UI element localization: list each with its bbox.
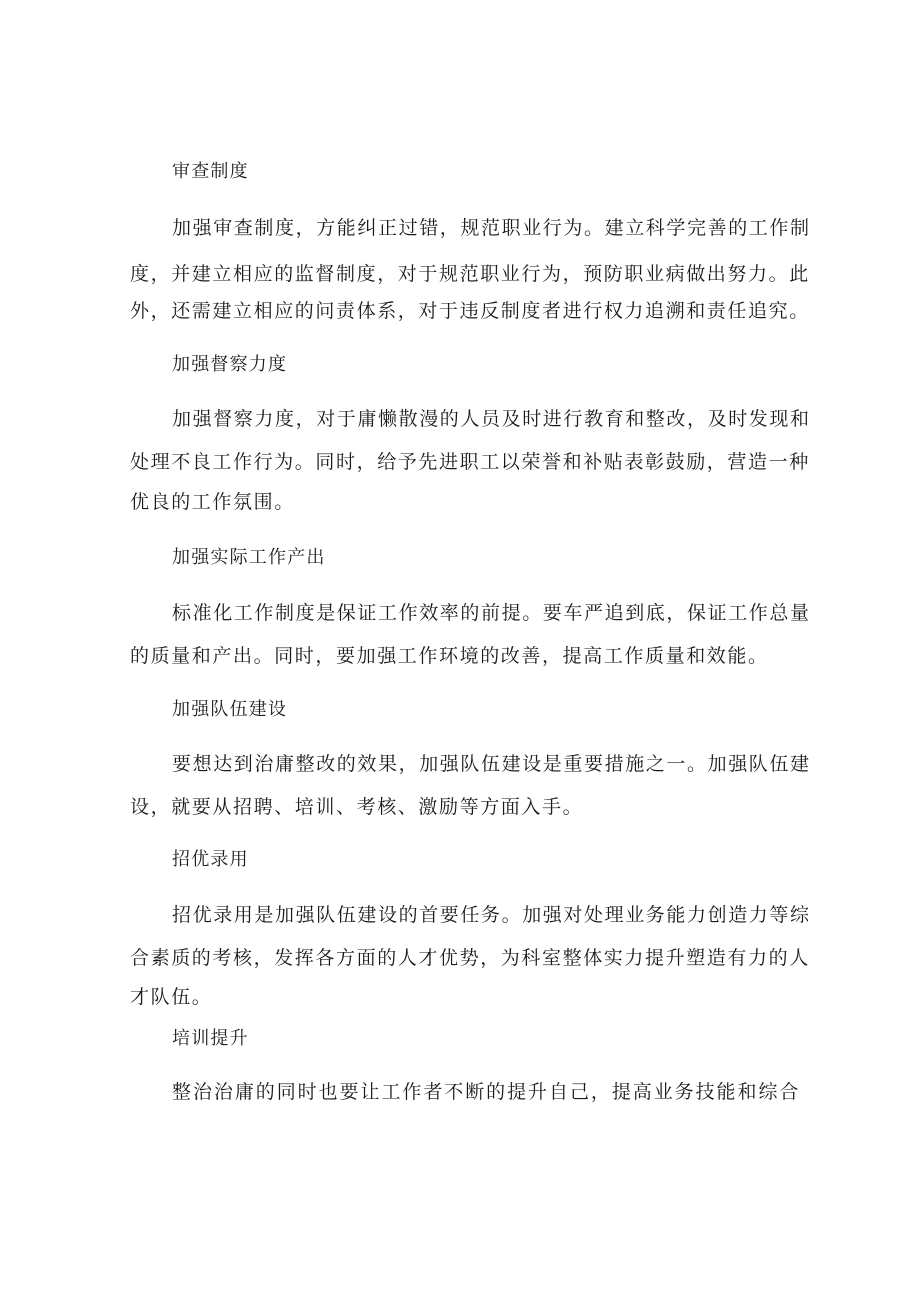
- paragraph-line: 要想达到治庸整改的效果，加强队伍建设是重要措施之一。加强队伍建: [172, 753, 811, 775]
- paragraph-line: 度，并建立相应的监督制度，对于规范职业行为，预防职业病做出努力。此: [130, 263, 810, 285]
- paragraph-line: 整治治庸的同时也要让工作者不断的提升自己，提高业务技能和综合: [172, 1081, 800, 1103]
- paragraph-line: 合素质的考核，发挥各方面的人才优势，为科室整体实力提升塑造有力的人: [130, 947, 810, 969]
- paragraph-line: 才队伍。: [130, 986, 213, 1008]
- section-heading-training: 培训提升: [172, 1028, 249, 1049]
- paragraph-line: 设，就要从招聘、培训、考核、激励等方面入手。: [130, 796, 584, 818]
- section-heading-recruitment: 招优录用: [172, 849, 249, 870]
- paragraph-line: 外，还需建立相应的问责体系，对于违反制度者进行权力追溯和责任追究。: [130, 300, 810, 322]
- section-heading-team-building: 加强队伍建设: [172, 699, 288, 720]
- paragraph-line: 加强审查制度，方能纠正过错，规范职业行为。建立科学完善的工作制: [172, 217, 811, 239]
- paragraph-line: 处理不良工作行为。同时，给予先进职工以荣誉和补贴表彰鼓励，营造一种: [130, 451, 810, 473]
- section-heading-review-system: 审查制度: [172, 161, 249, 182]
- section-heading-work-output: 加强实际工作产出: [172, 547, 326, 568]
- paragraph-line: 标准化工作制度是保证工作效率的前提。要车严追到底，保证工作总量: [172, 602, 811, 624]
- paragraph-line: 优良的工作氛围。: [130, 491, 295, 513]
- paragraph-line: 加强督察力度，对于庸懒散漫的人员及时进行教育和整改，及时发现和: [172, 408, 811, 430]
- paragraph-line: 招优录用是加强队伍建设的首要任务。加强对处理业务能力创造力等综: [172, 904, 811, 926]
- paragraph-line: 的质量和产出。同时，要加强工作环境的改善，提高工作质量和效能。: [130, 645, 769, 667]
- section-heading-supervision: 加强督察力度: [172, 354, 288, 375]
